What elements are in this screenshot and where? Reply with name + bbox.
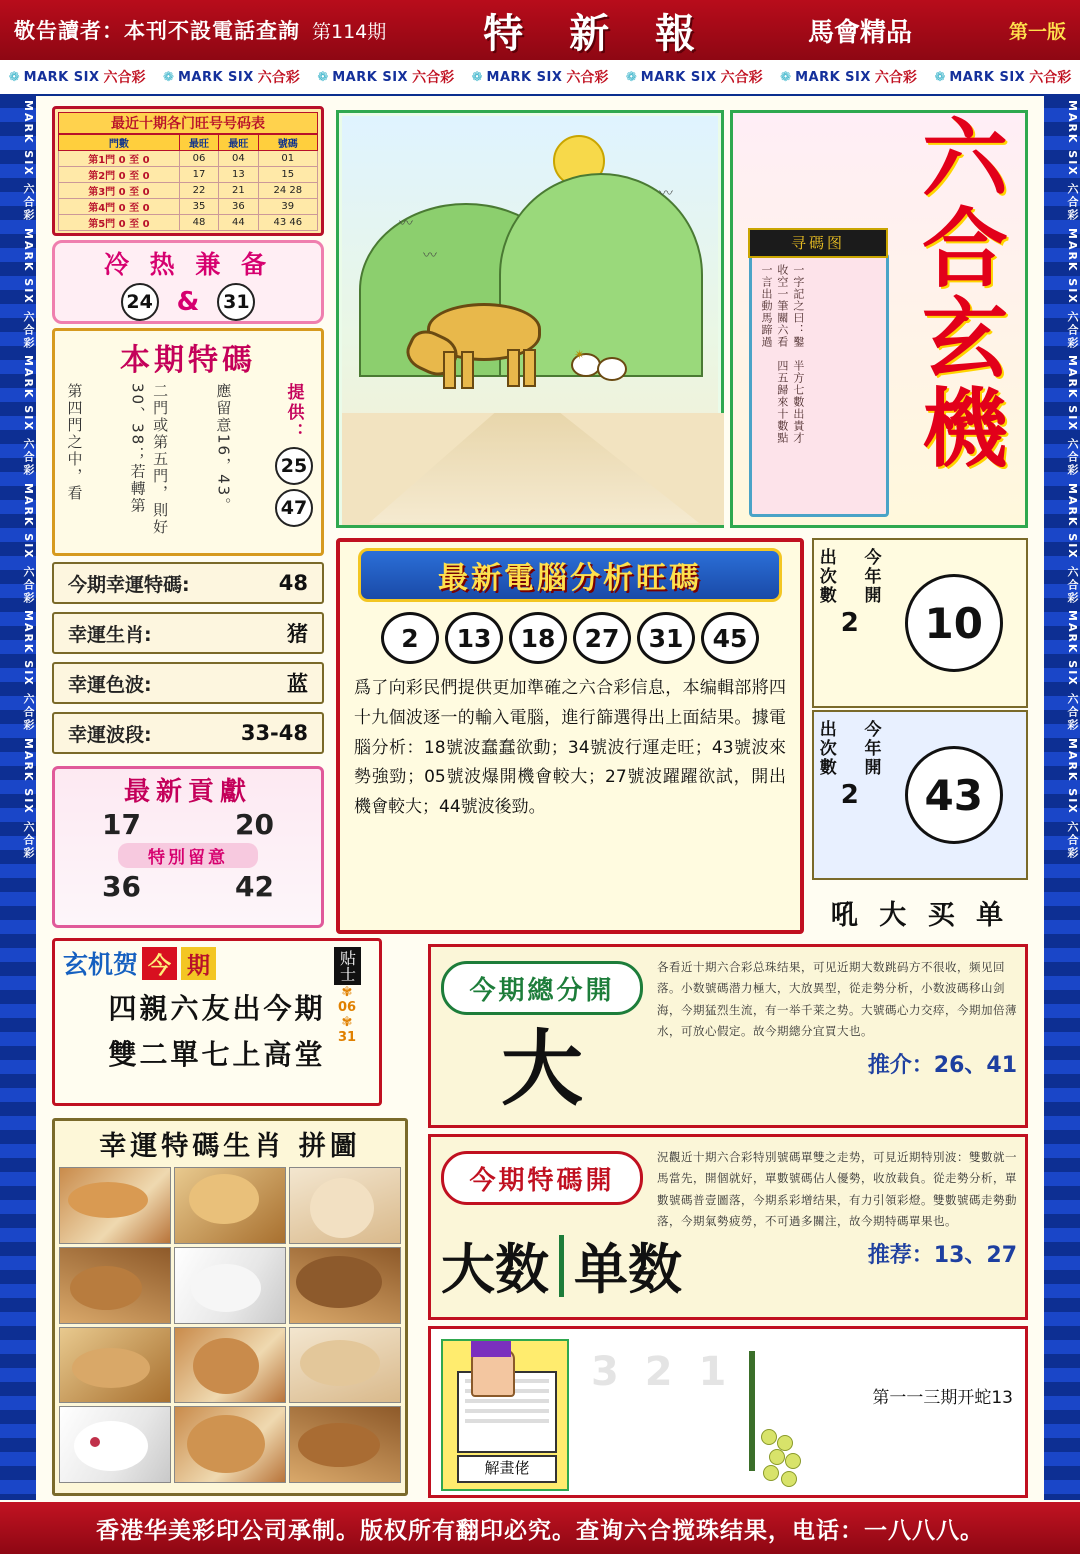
side-number: 06 bbox=[337, 1000, 357, 1015]
xuanji-panel bbox=[52, 938, 382, 1106]
strip-cn: 六合彩 bbox=[103, 70, 146, 86]
slogan-panel bbox=[812, 886, 1028, 938]
rail-text: MARK SIX 六合彩 bbox=[22, 738, 35, 860]
total-left bbox=[441, 961, 643, 1117]
edition-label: 第一版 bbox=[1008, 20, 1066, 43]
table-row bbox=[59, 215, 318, 231]
xuanji-line-2: 雙二單七上高堂 bbox=[108, 1038, 326, 1071]
tema-open-panel bbox=[428, 1134, 1028, 1320]
counter-label-times: 出次數 bbox=[815, 720, 836, 777]
table-title: 最近十期各门旺号号码表 bbox=[58, 112, 318, 134]
cold-hot-title: 冷 热 兼 备 bbox=[103, 250, 273, 279]
row-label: 今期幸運特碼: bbox=[68, 573, 190, 596]
flower-icon: ❁ bbox=[625, 69, 637, 85]
cell: 15 bbox=[258, 167, 317, 183]
rail-text: MARK SIX 六合彩 bbox=[22, 227, 35, 350]
table-header-row bbox=[59, 135, 318, 151]
butterfly-icon: ✾ bbox=[341, 1015, 353, 1030]
counter-count: 2 bbox=[840, 608, 859, 638]
cell: 06 bbox=[179, 151, 218, 167]
strip-en: MARK SIX bbox=[23, 69, 100, 85]
rail-text: MARK SIX 六合彩 bbox=[22, 355, 35, 477]
counter-label-year: 今年開 bbox=[860, 720, 881, 777]
counter-panel-2 bbox=[812, 710, 1028, 880]
tema-right-text bbox=[657, 1147, 1017, 1269]
rail-text: MARK SIX 六合彩 bbox=[22, 610, 35, 733]
cell: 13 bbox=[219, 167, 258, 183]
computer-analysis-panel bbox=[336, 538, 804, 934]
counter-count: 2 bbox=[840, 780, 859, 810]
cow-illustration bbox=[336, 110, 724, 528]
strip-en: MARK SIX bbox=[795, 69, 871, 85]
xuanji-title: 玄机贺 bbox=[63, 950, 139, 979]
cell: 24 28 bbox=[258, 183, 317, 199]
tema-column: 二門或第五門，則好30、38；若轉第 bbox=[128, 383, 170, 536]
cold-number: 24 bbox=[121, 283, 159, 321]
tema-title: 本期特碼 bbox=[120, 343, 256, 378]
analysis-title-banner bbox=[358, 548, 782, 602]
analysis-ball: 31 bbox=[637, 612, 695, 664]
flower-icon: ❁ bbox=[163, 69, 174, 85]
cold-hot-numbers bbox=[55, 283, 321, 321]
liuhe-xuanji-title: 六合玄機 bbox=[907, 113, 1007, 473]
total-right bbox=[657, 957, 1017, 1079]
left-rail bbox=[0, 94, 36, 1500]
strip-item bbox=[780, 67, 917, 87]
tema-reco bbox=[657, 1238, 1017, 1269]
page-title: 特 新 報 bbox=[483, 10, 712, 57]
tema-body bbox=[55, 379, 321, 547]
tag-gold: 期 bbox=[181, 947, 216, 980]
zodiac-cell bbox=[59, 1327, 171, 1404]
tema-column: 應留意16，43。 bbox=[214, 383, 233, 515]
cell: 04 bbox=[219, 151, 258, 167]
analysis-ball: 18 bbox=[509, 612, 567, 664]
tema-panel bbox=[52, 328, 324, 556]
strip-item bbox=[9, 67, 146, 87]
marksix-strip bbox=[0, 60, 1080, 96]
analysis-ball: 27 bbox=[573, 612, 631, 664]
contribution-title: 最新貢獻 bbox=[123, 777, 252, 807]
reco-label: 推介： bbox=[867, 1053, 934, 1079]
tema-char-1: 大数 bbox=[441, 1238, 549, 1301]
reco-value: 13、27 bbox=[933, 1243, 1017, 1269]
zodiac-cell bbox=[289, 1167, 401, 1244]
scroll-caption: 寻碼图 bbox=[748, 228, 888, 258]
strip-en: MARK SIX bbox=[332, 69, 409, 85]
counter-label-times: 出次數 bbox=[815, 548, 836, 605]
row-label: 幸運色波: bbox=[68, 673, 152, 696]
flower-icon: ❁ bbox=[317, 69, 329, 85]
contribution-bottom-row bbox=[55, 870, 321, 903]
previous-result-text: 第一一三期开蛇13 bbox=[872, 1388, 1013, 1408]
reco-value: 26、41 bbox=[933, 1053, 1017, 1079]
cell: 35 bbox=[179, 199, 218, 215]
hand-icon bbox=[471, 1349, 515, 1397]
tema-ball: 47 bbox=[275, 489, 313, 527]
cell: 01 bbox=[258, 151, 317, 167]
number: 36 bbox=[102, 870, 141, 903]
analysis-ball: 45 bbox=[701, 612, 759, 664]
flower-icon: ❁ bbox=[471, 69, 483, 85]
provide-label: 提供： bbox=[283, 383, 304, 443]
total-reco bbox=[657, 1048, 1017, 1079]
row-value: 33-48 bbox=[240, 721, 308, 745]
bird-icon: 〰 bbox=[399, 216, 413, 232]
cell: 48 bbox=[179, 215, 218, 231]
tema-provide bbox=[275, 383, 313, 543]
table-row bbox=[59, 167, 318, 183]
stick-shape bbox=[749, 1351, 755, 1471]
analysis-balls bbox=[340, 612, 800, 664]
analysis-text: 爲了向彩民們提供更加準確之六合彩信息，本编輯部將四十九個波逐一的輸入電腦，進行篩選得出上面結果。據電腦分析：18號波蠢蠢欲動；34號波行運走旺；43號波來勢強勁；05號波爆開機會較大；27號波躍躍欲試，開出機會較大；44號波後勁。 bbox=[354, 678, 786, 817]
total-text: 各看近十期六合彩总珠结果，可见近期大数跳码方不很收，频见回落。小数號碼潜力極大，大放異型，從走勢分析，小数波碼移山剑海，今期猛烈生流，有一举千莱之势。大號碼心力交瘁，今期加倍薄水，可放心假定。故今期總分宜買大也。 bbox=[657, 960, 1017, 1038]
strip-item bbox=[163, 67, 300, 87]
table-row bbox=[59, 183, 318, 199]
tema-column: 第四門之中，看 bbox=[65, 383, 84, 502]
cold-hot-panel bbox=[52, 240, 324, 324]
flower-icon: ❁ bbox=[780, 69, 792, 85]
butterfly-icon: ✾ bbox=[341, 985, 353, 1000]
total-pill-label: 今期總分開 bbox=[469, 975, 615, 1006]
strip-item bbox=[626, 67, 763, 87]
issue-number: 第114期 bbox=[312, 21, 387, 43]
analysis-title: 最新電腦分析旺碼 bbox=[438, 561, 702, 596]
ampersand: & bbox=[176, 287, 200, 317]
liuhe-xuanji-panel bbox=[730, 110, 1028, 528]
cell: 22 bbox=[179, 183, 218, 199]
row-label: 幸運生肖: bbox=[68, 623, 152, 646]
cell: 44 bbox=[219, 215, 258, 231]
cell: 43 46 bbox=[258, 215, 317, 231]
strip-cn: 六合彩 bbox=[257, 70, 300, 86]
right-rail bbox=[1044, 94, 1080, 1500]
tema-text: 況觀近十期六合彩特別號碼單雙之走势，可見近期特別波：雙數就一馬當先，開個就好，單數號碼佔人優勢，收放载負。從走勢分析，單數號碼普壹圖落，今期系彩增结果，有力引領彩燈。雙數號碼走勢動落，今期氣勢疲勞，不可過多關注，故今期特碼單果也。 bbox=[657, 1150, 1017, 1228]
analysis-ball: 2 bbox=[381, 612, 439, 664]
zodiac-cell bbox=[59, 1167, 171, 1244]
cell: 36 bbox=[219, 199, 258, 215]
col-header: 最旺 bbox=[179, 135, 218, 151]
strip-item bbox=[934, 67, 1071, 87]
hot-number: 31 bbox=[217, 283, 255, 321]
number: 20 bbox=[235, 808, 274, 841]
bird-icon: 〰 bbox=[423, 248, 437, 264]
row-label: 第3門 0 至 0 bbox=[59, 183, 180, 199]
strip-en: MARK SIX bbox=[640, 69, 717, 85]
masthead bbox=[0, 0, 1080, 60]
zodiac-cell bbox=[174, 1247, 286, 1324]
flower-icon: ❁ bbox=[8, 69, 20, 85]
row-label: 第4門 0 至 0 bbox=[59, 199, 180, 215]
tema-char-2: 单数 bbox=[574, 1238, 682, 1301]
contribution-panel bbox=[52, 766, 324, 928]
lucky-zodiac-row bbox=[52, 612, 324, 654]
row-value: 蓝 bbox=[287, 672, 308, 696]
strip-item bbox=[472, 67, 609, 87]
rail-text: MARK SIX 六合彩 bbox=[1066, 482, 1079, 605]
analysis-ball: 13 bbox=[445, 612, 503, 664]
ghost-numbers: 3 2 1 bbox=[591, 1349, 733, 1395]
counter-number: 10 bbox=[905, 574, 1003, 672]
egg-icon bbox=[597, 357, 627, 381]
col-header: 號碼 bbox=[258, 135, 317, 151]
zodiac-grid bbox=[55, 1163, 405, 1487]
tema-left bbox=[441, 1151, 682, 1304]
lucky-color-row bbox=[52, 662, 324, 704]
strip-en: MARK SIX bbox=[949, 69, 1026, 85]
strip-cn: 六合彩 bbox=[720, 70, 763, 86]
zodiac-cell bbox=[174, 1406, 286, 1483]
strip-cn: 六合彩 bbox=[1029, 70, 1072, 86]
rail-text: MARK SIX 六合彩 bbox=[1066, 738, 1079, 860]
zodiac-title: 幸運特碼生肖 拼圖 bbox=[99, 1131, 361, 1162]
footer-text: 香港华美彩印公司承制。版权所有翻印必究。查询六合搅珠结果，电话：一八八八。 bbox=[96, 1517, 984, 1544]
brand-label: 馬會精品 bbox=[808, 17, 913, 48]
counter-label-year: 今年開 bbox=[860, 548, 881, 605]
total-pill bbox=[441, 961, 643, 1015]
tema-ball: 25 bbox=[275, 447, 313, 485]
zodiac-cell bbox=[289, 1327, 401, 1404]
zodiac-cell bbox=[289, 1406, 401, 1483]
footer-notice bbox=[0, 1502, 1080, 1554]
contribution-top-row bbox=[55, 808, 321, 841]
zodiac-cell bbox=[174, 1327, 286, 1404]
scroll-graphic bbox=[749, 234, 889, 517]
row-label: 第2門 0 至 0 bbox=[59, 167, 180, 183]
cell: 17 bbox=[179, 167, 218, 183]
rail-text: MARK SIX 六合彩 bbox=[1066, 610, 1079, 733]
cell: 21 bbox=[219, 183, 258, 199]
divider bbox=[559, 1235, 564, 1297]
rail-text: MARK SIX 六合彩 bbox=[1066, 100, 1079, 222]
cow-icon bbox=[409, 293, 559, 388]
table-row bbox=[59, 151, 318, 167]
table-row bbox=[59, 199, 318, 215]
zodiac-cell bbox=[289, 1247, 401, 1324]
table bbox=[58, 134, 318, 231]
strip-item bbox=[317, 67, 454, 87]
reader-notice: 敬告讀者：本刊不設電話查詢 bbox=[14, 19, 300, 43]
xuanji-line-1: 四親六友出今期 bbox=[108, 992, 326, 1025]
zodiac-cell bbox=[59, 1406, 171, 1483]
tips-badge: 贴士 bbox=[334, 947, 361, 985]
row-label: 第1門 0 至 0 bbox=[59, 151, 180, 167]
reco-label: 推荐： bbox=[867, 1243, 934, 1269]
row-label: 幸運波段: bbox=[68, 723, 152, 746]
tema-pill-label: 今期特碼開 bbox=[469, 1165, 615, 1196]
rail-text: MARK SIX 六合彩 bbox=[1066, 355, 1079, 477]
xuanji-side bbox=[321, 947, 373, 1045]
strip-en: MARK SIX bbox=[177, 69, 254, 85]
row-value: 猪 bbox=[287, 622, 308, 646]
zodiac-puzzle-panel bbox=[52, 1118, 408, 1496]
row-label: 第5門 0 至 0 bbox=[59, 215, 180, 231]
zodiac-cell bbox=[174, 1167, 286, 1244]
flower-icon: ❁ bbox=[934, 69, 946, 85]
tag-red: 今 bbox=[142, 947, 177, 980]
tema-chars bbox=[441, 1227, 682, 1304]
strip-cn: 六合彩 bbox=[412, 70, 455, 86]
rail-text: MARK SIX 六合彩 bbox=[22, 482, 35, 605]
side-number: 31 bbox=[337, 1030, 357, 1045]
total-open-panel bbox=[428, 944, 1028, 1128]
zodiac-cell bbox=[59, 1247, 171, 1324]
total-big-char: 大 bbox=[500, 1022, 583, 1117]
hand-book-illustration bbox=[441, 1339, 569, 1491]
rail-text: MARK SIX 六合彩 bbox=[1066, 227, 1079, 350]
slogan-text: 吼 大 买 单 bbox=[830, 899, 1010, 931]
number: 42 bbox=[235, 870, 274, 903]
tema-pill bbox=[441, 1151, 643, 1205]
illustration-caption: 解畫佬 bbox=[457, 1455, 557, 1483]
lucky-tema-row bbox=[52, 562, 324, 604]
counter-number: 43 bbox=[905, 746, 1003, 844]
col-header: 最旺 bbox=[219, 135, 258, 151]
lucky-range-row bbox=[52, 712, 324, 754]
strip-en: MARK SIX bbox=[486, 69, 563, 85]
counter-panel-1 bbox=[812, 538, 1028, 708]
recent-numbers-table bbox=[52, 106, 324, 236]
sparkle-icon: ✴ bbox=[574, 348, 585, 363]
bird-icon: 〰 bbox=[659, 186, 673, 202]
strip-cn: 六合彩 bbox=[566, 70, 609, 86]
cell: 39 bbox=[258, 199, 317, 215]
row-value: 48 bbox=[278, 571, 308, 595]
special-note: 特別留意 bbox=[118, 843, 258, 868]
number: 17 bbox=[102, 808, 141, 841]
strip-cn: 六合彩 bbox=[874, 70, 917, 86]
bottom-illustration-panel bbox=[428, 1326, 1028, 1498]
rail-text: MARK SIX 六合彩 bbox=[22, 100, 35, 222]
scroll-poem: 一字記之曰：鑿 半方七數出貴才 收空一筆關六看 四五歸來十數點 一言出動馬蹄過 bbox=[759, 264, 805, 456]
col-header: 門數 bbox=[59, 135, 180, 151]
